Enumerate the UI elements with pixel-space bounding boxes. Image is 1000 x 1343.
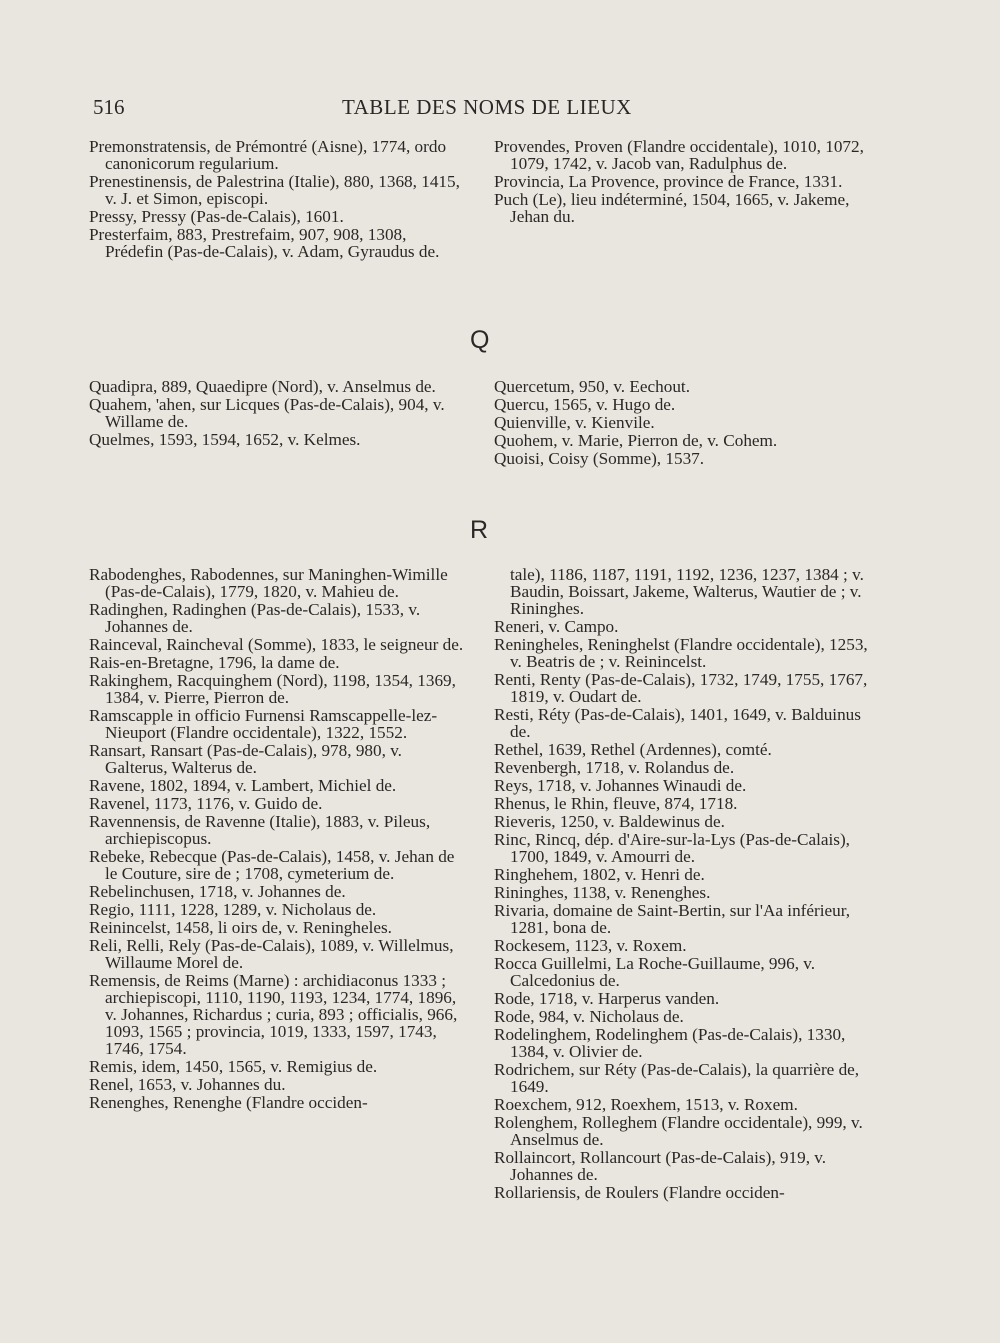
index-entry: Reinincelst, 1458, li oirs de, v. Reningheles. xyxy=(89,918,392,937)
index-entry-continuation: tale), 1186, 1187, 1191, 1192, 1236, 1237, 1384 ; v. Baudin, Boissart, Jakeme, Walterus, Wautier de ; v. Rininghes. xyxy=(510,565,864,618)
index-entry: Reys, 1718, v. Johannes Winaudi de. xyxy=(494,776,747,795)
page-title: TABLE DES NOMS DE LIEUX xyxy=(342,95,632,119)
index-entry: Rodelinghem, Rodelinghem (Pas-de-Calais), 1330, 1384, v. Olivier de. xyxy=(494,1025,846,1061)
index-entry: Prenestinensis, de Palestrina (Italie), 880, 1368, 1415, v. J. et Simon, episcopi. xyxy=(89,172,460,208)
index-entry: Rockesem, 1123, v. Roxem. xyxy=(494,936,687,955)
index-entry: Rode, 1718, v. Harperus vanden. xyxy=(494,989,720,1008)
index-entry: Puch (Le), lieu indéterminé, 1504, 1665, v. Jakeme, Jehan du. xyxy=(494,190,850,226)
index-entry: Ringhehem, 1802, v. Henri de. xyxy=(494,865,705,884)
index-entry: Rabodenghes, Rabodennes, sur Maninghen-Wimille (Pas-de-Calais), 1779, 1820, v. Mahieu de. xyxy=(89,565,448,601)
index-entry: Quercetum, 950, v. Eechout. xyxy=(494,377,691,396)
index-entry: Rainceval, Raincheval (Somme), 1833, le seigneur de. xyxy=(89,635,464,654)
index-entry: Quohem, v. Marie, Pierron de, v. Cohem. xyxy=(494,431,778,450)
index-entry: Rakinghem, Racquinghem (Nord), 1198, 1354, 1369, 1384, v. Pierre, Pierron de. xyxy=(89,671,456,707)
section-letter-r: R xyxy=(470,516,489,544)
r-right-column xyxy=(494,566,872,1202)
index-entry: Rollaincort, Rollancourt (Pas-de-Calais), 919, v. Johannes de. xyxy=(494,1148,827,1184)
index-entry: Remis, idem, 1450, 1565, v. Remigius de. xyxy=(89,1057,378,1076)
index-entry: Provendes, Proven (Flandre occidentale), 1010, 1072, 1079, 1742, v. Jacob van, Radulphus de. xyxy=(494,137,864,173)
index-entry: Rivaria, domaine de Saint-Bertin, sur l'Aa inférieur, 1281, bona de. xyxy=(494,901,851,937)
index-entry: Rethel, 1639, Rethel (Ardennes), comté. xyxy=(494,740,772,759)
index-entry: Renenghes, Renenghe (Flandre occiden- xyxy=(89,1093,368,1112)
index-entry: Presterfaim, 883, Prestrefaim, 907, 908, 1308, Prédefin (Pas-de-Calais), v. Adam, Gyraudus de. xyxy=(89,225,440,261)
index-entry: Revenbergh, 1718, v. Rolandus de. xyxy=(494,758,735,777)
index-entry: Quercu, 1565, v. Hugo de. xyxy=(494,395,676,414)
index-entry: Rinc, Rincq, dép. d'Aire-sur-la-Lys (Pas-de-Calais), 1700, 1849, v. Amourri de. xyxy=(494,830,850,866)
index-entry: Ravenel, 1173, 1176, v. Guido de. xyxy=(89,794,323,813)
index-entry: Quoisi, Coisy (Somme), 1537. xyxy=(494,449,705,468)
index-entry: Rebeke, Rebecque (Pas-de-Calais), 1458, v. Jehan de le Couture, sire de ; 1708, cymeterium de. xyxy=(89,847,455,883)
index-entry: Premonstratensis, de Prémontré (Aisne), 1774, ordo canonicorum regularium. xyxy=(89,137,447,173)
r-left-column xyxy=(89,566,467,1112)
index-entry: Reneri, v. Campo. xyxy=(494,617,619,636)
index-entry: Regio, 1111, 1228, 1289, v. Nicholaus de. xyxy=(89,900,377,919)
index-entry: Quienville, v. Kienvile. xyxy=(494,413,655,432)
index-entry: Rollariensis, de Roulers (Flandre occiden- xyxy=(494,1183,785,1202)
page-number: 516 xyxy=(93,95,125,119)
index-entry: Rode, 984, v. Nicholaus de. xyxy=(494,1007,684,1026)
q-left-column xyxy=(89,378,467,449)
index-entry: Ravennensis, de Ravenne (Italie), 1883, v. Pileus, archiepiscopus. xyxy=(89,812,431,848)
index-entry: Rhenus, le Rhin, fleuve, 874, 1718. xyxy=(494,794,738,813)
index-entry: Reli, Relli, Rely (Pas-de-Calais), 1089, v. Willelmus, Willaume Morel de. xyxy=(89,936,454,972)
p-right-column xyxy=(494,138,872,226)
index-entry: Roexchem, 912, Roexhem, 1513, v. Roxem. xyxy=(494,1095,798,1114)
index-entry: Quelmes, 1593, 1594, 1652, v. Kelmes. xyxy=(89,430,361,449)
index-entry: Rais-en-Bretagne, 1796, la dame de. xyxy=(89,653,340,672)
index-entry: Remensis, de Reims (Marne) : archidiaconus 1333 ; archiepiscopi, 1110, 1190, 1193, 1234, 1774, 1896, v. Johannes, Richardus ; curia, 893 ; officialis, 966, 1093, 1565 ; provincia, 1019, 1333, 1597, 1743, 1746, 1754. xyxy=(89,971,458,1058)
index-entry: Ramscapple in officio Furnensi Ramscappelle-lez-Nieuport (Flandre occidentale), 1322, 1552. xyxy=(89,706,438,742)
index-entry: Rocca Guillelmi, La Roche-Guillaume, 996, v. Calcedonius de. xyxy=(494,954,816,990)
index-entry: Reningheles, Reninghelst (Flandre occidentale), 1253, v. Beatris de ; v. Reinincelst. xyxy=(494,635,868,671)
p-left-column xyxy=(89,138,467,261)
index-entry: Quadipra, 889, Quaedipre (Nord), v. Anselmus de. xyxy=(89,377,436,396)
index-entry: Pressy, Pressy (Pas-de-Calais), 1601. xyxy=(89,207,344,226)
index-entry: Rininghes, 1138, v. Renenghes. xyxy=(494,883,711,902)
index-entry: Quahem, 'ahen, sur Licques (Pas-de-Calais), 904, v. Willame de. xyxy=(89,395,445,431)
index-entry: Rieveris, 1250, v. Baldewinus de. xyxy=(494,812,725,831)
index-entry: Resti, Réty (Pas-de-Calais), 1401, 1649, v. Balduinus de. xyxy=(494,705,861,741)
index-entry: Ransart, Ransart (Pas-de-Calais), 978, 980, v. Galterus, Walterus de. xyxy=(89,741,402,777)
index-entry: Ravene, 1802, 1894, v. Lambert, Michiel de. xyxy=(89,776,397,795)
index-entry: Rebelinchusen, 1718, v. Johannes de. xyxy=(89,882,346,901)
q-right-column xyxy=(494,378,872,468)
index-entry: Rolenghem, Rolleghem (Flandre occidentale), 999, v. Anselmus de. xyxy=(494,1113,863,1149)
index-entry: Rodrichem, sur Réty (Pas-de-Calais), la quarrière de, 1649. xyxy=(494,1060,860,1096)
index-entry: Renel, 1653, v. Johannes du. xyxy=(89,1075,286,1094)
section-letter-q: Q xyxy=(470,326,490,354)
running-header xyxy=(90,95,870,125)
index-entry: Renti, Renty (Pas-de-Calais), 1732, 1749, 1755, 1767, 1819, v. Oudart de. xyxy=(494,670,868,706)
index-entry: Radinghen, Radinghen (Pas-de-Calais), 1533, v. Johannes de. xyxy=(89,600,421,636)
index-entry: Provincia, La Provence, province de France, 1331. xyxy=(494,172,843,191)
